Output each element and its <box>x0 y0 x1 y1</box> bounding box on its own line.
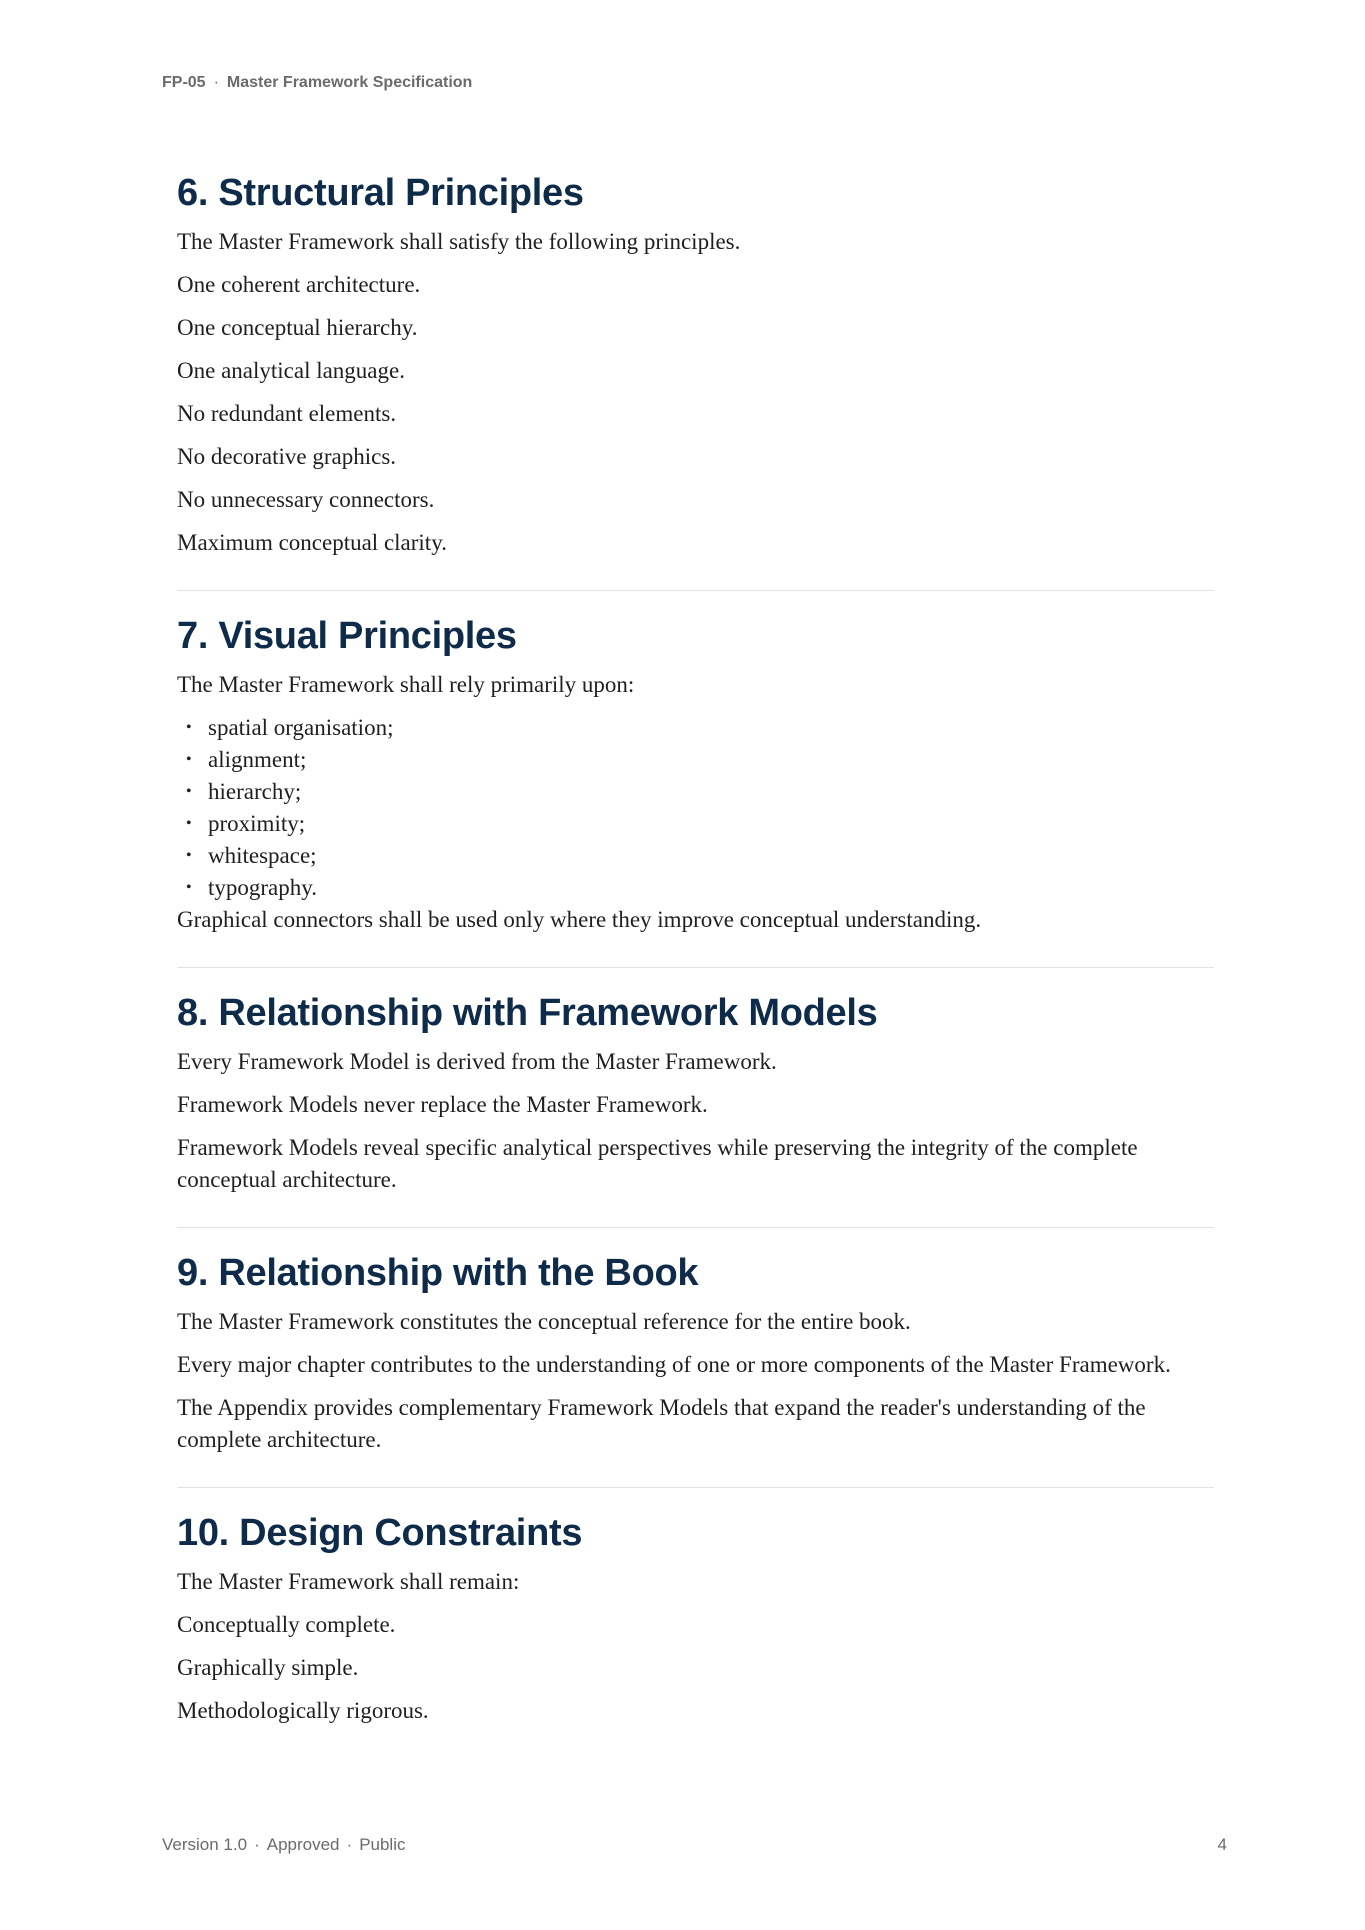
paragraph: The Master Framework shall remain: <box>177 1569 520 1594</box>
section-visual-principles <box>177 613 1214 968</box>
list-item: • typography. <box>177 872 1214 904</box>
list-item: • alignment; <box>177 744 1214 776</box>
section-heading: 9. Relationship with the Book <box>177 1252 699 1294</box>
paragraph: The Appendix provides complementary Framework Models that expand the reader's understanding of the complete architecture. <box>177 1395 1146 1452</box>
status-label: Approved <box>266 1835 340 1854</box>
section-relationship-framework-models <box>177 990 1214 1228</box>
paragraph: The Master Framework shall rely primarily upon: <box>177 672 635 697</box>
list-item: • spatial organisation; <box>177 712 1214 744</box>
bullet-list <box>177 712 1214 904</box>
version-label: Version 1.0 <box>162 1835 248 1854</box>
section-design-constraints <box>177 1510 1214 1758</box>
page-number: 4 <box>1217 1835 1227 1854</box>
paragraph: Every major chapter contributes to the understanding of one or more components of the Master Framework. <box>177 1352 1171 1377</box>
paragraph: Every Framework Model is derived from the Master Framework. <box>177 1049 777 1074</box>
list-item: • proximity; <box>177 808 1214 840</box>
section-relationship-book <box>177 1250 1214 1488</box>
page-footer <box>162 1835 1227 1855</box>
list-item: • hierarchy; <box>177 776 1214 808</box>
doc-title: Master Framework Specification <box>226 74 473 91</box>
classification-label: Public <box>359 1835 406 1854</box>
paragraph: The Master Framework shall satisfy the following principles. <box>177 229 741 254</box>
paragraph: Maximum conceptual clarity. <box>177 530 447 555</box>
footer-separator: · <box>346 1835 353 1854</box>
page-header <box>162 74 472 92</box>
paragraph: The Master Framework constitutes the conceptual reference for the entire book. <box>177 1309 911 1334</box>
section-heading: 7. Visual Principles <box>177 615 517 657</box>
paragraph: One coherent architecture. <box>177 272 421 297</box>
section-heading: 6. Structural Principles <box>177 172 584 214</box>
paragraph: Framework Models reveal specific analytical perspectives while preserving the integrity of the complete conceptual architecture. <box>177 1135 1138 1192</box>
paragraph: Conceptually complete. <box>177 1612 396 1637</box>
paragraph: Methodologically rigorous. <box>177 1698 429 1723</box>
section-heading: 8. Relationship with Framework Models <box>177 992 878 1034</box>
paragraph: No decorative graphics. <box>177 444 397 469</box>
document-body <box>177 170 1214 1780</box>
paragraph: One conceptual hierarchy. <box>177 315 418 340</box>
section-structural-principles <box>177 170 1214 591</box>
list-item: • whitespace; <box>177 840 1214 872</box>
paragraph: No redundant elements. <box>177 401 397 426</box>
paragraph: Graphically simple. <box>177 1655 359 1680</box>
header-separator: · <box>213 74 219 91</box>
paragraph: Graphical connectors shall be used only where they improve conceptual understanding. <box>177 907 982 932</box>
footer-separator: · <box>254 1835 260 1854</box>
paragraph: No unnecessary connectors. <box>177 487 435 512</box>
paragraph: Framework Models never replace the Master Framework. <box>177 1092 708 1117</box>
paragraph: One analytical language. <box>177 358 405 383</box>
section-heading: 10. Design Constraints <box>177 1512 583 1554</box>
doc-id: FP-05 <box>162 74 206 91</box>
